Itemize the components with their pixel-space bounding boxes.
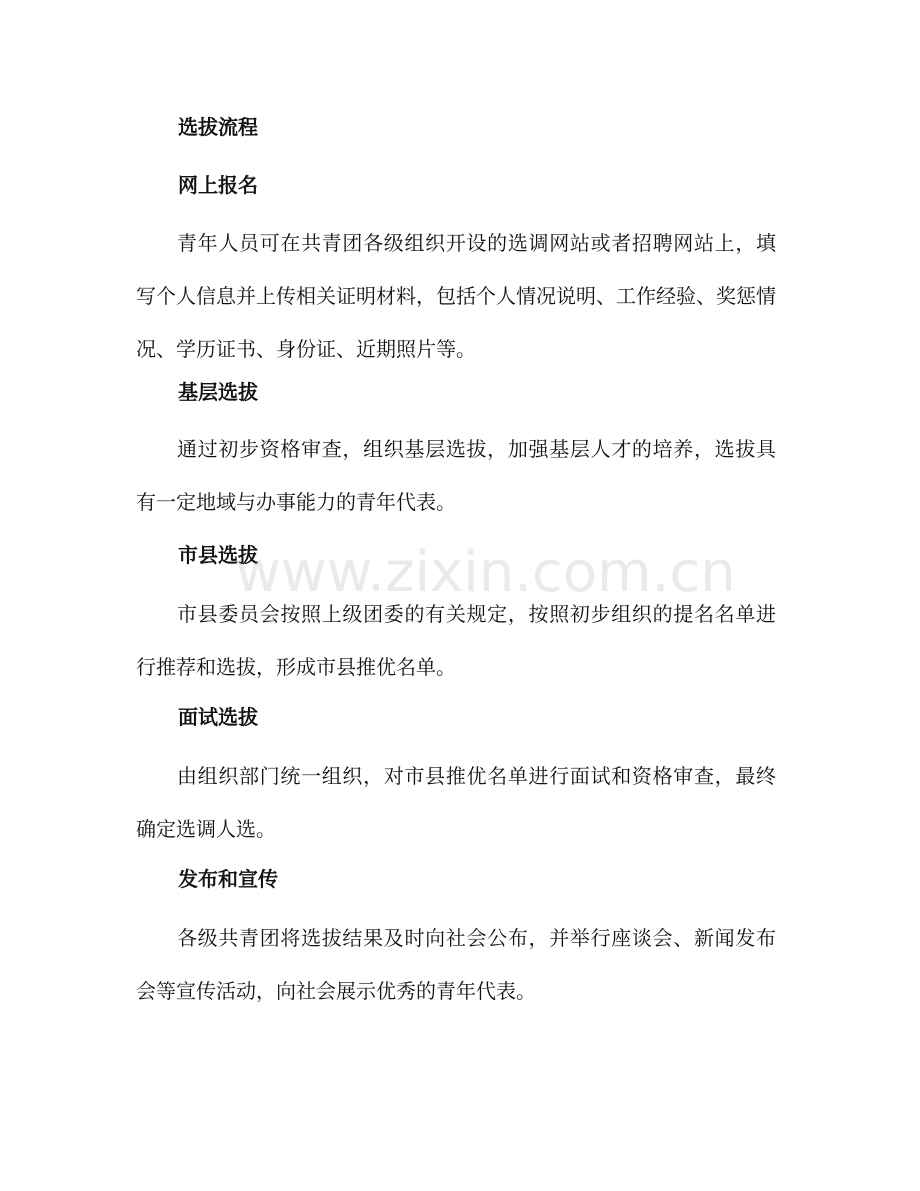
section-heading-city-county-selection: 市县选拔 — [178, 543, 258, 567]
section-body-publish-promotion: 各级共青团将选拔结果及时向社会公布，并举行座谈会、新闻发布会等宣传活动，向社会展示优秀的青年代表。 — [136, 926, 776, 1003]
section-body-city-county-selection: 市县委员会按照上级团委的有关规定，按照初步组织的提名名单进行推荐和选拔，形成市县推优名单。 — [136, 602, 776, 679]
section-heading-grassroots-selection: 基层选拔 — [178, 380, 258, 404]
section-heading-publish-promotion: 发布和宣传 — [178, 867, 278, 891]
section-body-grassroots-selection: 通过初步资格审查，组织基层选拔，加强基层人才的培养，选拔具有一定地域与办事能力的青年代表。 — [136, 437, 776, 514]
section-heading-interview-selection: 面试选拔 — [178, 705, 258, 729]
section-heading-online-registration: 网上报名 — [178, 173, 258, 197]
section-body-interview-selection: 由组织部门统一组织，对市县推优名单进行面试和资格审查，最终确定选调人选。 — [136, 764, 776, 841]
watermark-text: www.zixin.com.cn — [235, 540, 736, 605]
section-body-online-registration: 青年人员可在共青团各级组织开设的选调网站或者招聘网站上，填写个人信息并上传相关证明材料，包括个人情况说明、工作经验、奖惩情况、学历证书、身份证、近期照片等。 — [136, 231, 776, 361]
document-title: 选拔流程 — [178, 115, 258, 139]
